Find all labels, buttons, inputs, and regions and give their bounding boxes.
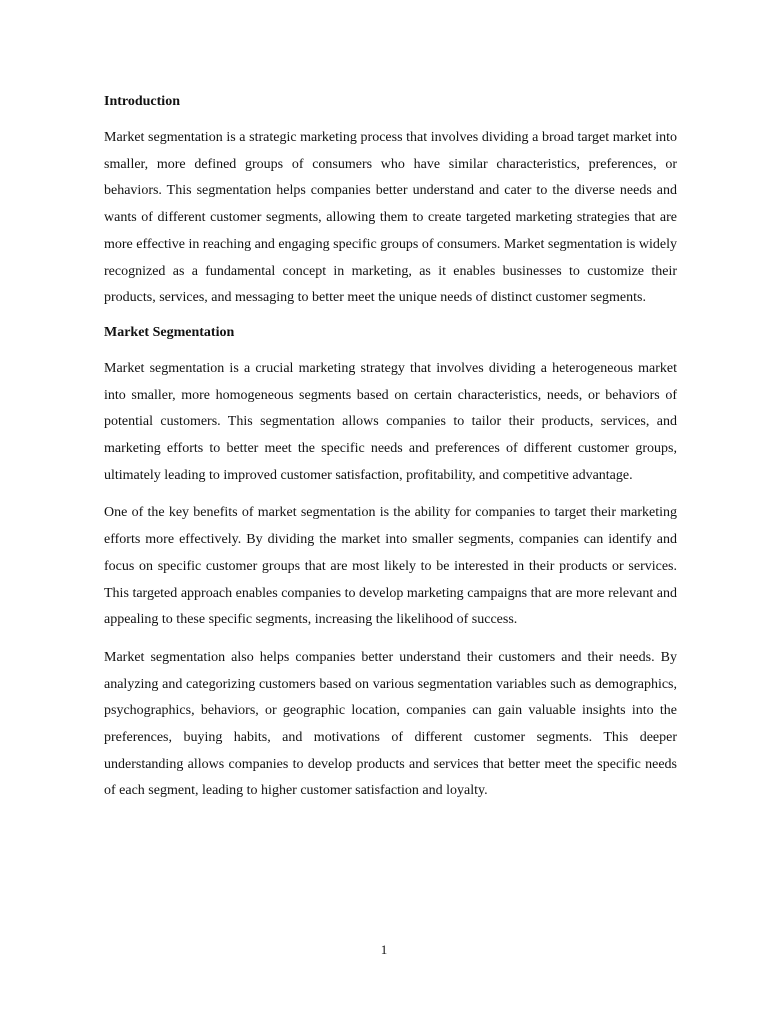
- heading-introduction: Introduction: [104, 94, 180, 109]
- segmentation-paragraph-2: One of the key benefits of market segmentation is the ability for companies to target their marketing efforts more effectively. By dividing the market into smaller segments, companies can identify and focus on specific customer groups that are most likely to be interested in their products or services. This targeted approach enables companies to develop marketing campaigns that are more relevant and appealing to these specific segments, increasing the likelihood of success.: [104, 505, 677, 628]
- document-body: [104, 92, 677, 816]
- heading-market-segmentation: Market Segmentation: [104, 324, 235, 340]
- intro-paragraph-1: Market segmentation is a strategic marketing process that involves dividing a broad target market into smaller, more defined groups of consumers who have similar characteristics, preferences, or behaviors. This segmentation helps companies better understand and cater to the diverse needs and wants of different customer segments, allowing them to create targeted marketing strategies that are more effective in reaching and engaging specific groups of consumers. Market segmentation is widely recognized as a fundamental concept in marketing, as it enables businesses to customize their products, services, and messaging to better meet the unique needs of distinct customer segments.: [104, 130, 677, 306]
- page-number: 1: [380, 942, 388, 957]
- segmentation-paragraph-1: Market segmentation is a crucial marketing strategy that involves dividing a heterogeneous market into smaller, more homogeneous segments based on certain characteristics, needs, or behaviors of potential customers. This segmentation allows companies to tailor their products, services, and marketing efforts to better meet the specific needs and preferences of different customer groups, ultimately leading to improved customer satisfaction, profitability, and competitive advantage.: [104, 360, 677, 483]
- segmentation-paragraph-3: Market segmentation also helps companies better understand their customers and their needs. By analyzing and categorizing customers based on various segmentation variables such as demographics, psychographics, behaviors, or geographic location, companies can gain valuable insights into the preferences, buying habits, and motivations of different customer segments. This deeper understanding allows companies to develop products and services that better meet the specific needs of each segment, leading to higher customer satisfaction and loyalty.: [104, 649, 677, 799]
